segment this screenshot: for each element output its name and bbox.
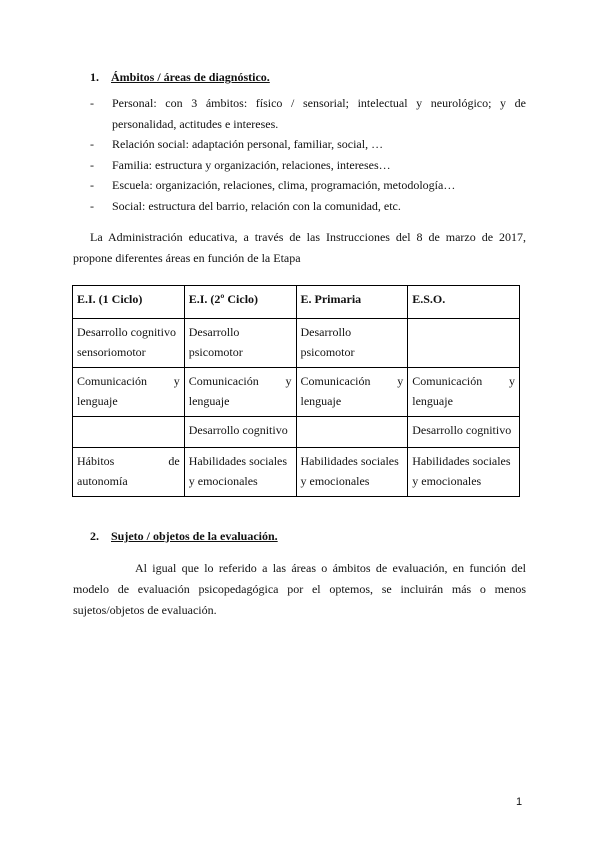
list-item: - Social: estructura del barrio, relación con la comunidad, etc.	[90, 196, 526, 217]
table-cell: Desarrollo cognitivo sensoriomotor	[73, 319, 185, 368]
section-1-number: 1.	[90, 70, 99, 84]
table-cell: Comunicación y lenguaje	[296, 368, 408, 417]
section-2-number: 2.	[90, 529, 99, 543]
table-row	[73, 319, 520, 368]
closing-paragraph: Al igual que lo referido a las áreas o ámbitos de evaluación, en función del modelo de evaluación psicopedagógica por el optemos, se incluirán más o menos sujetos/objetos de evaluación.	[73, 561, 526, 617]
areas-table	[72, 285, 520, 497]
list-item: - Relación social: adaptación personal, familiar, social, …	[90, 134, 526, 155]
table-cell: Comunicación y lenguaje	[73, 368, 185, 417]
table-cell: Comunicación y lenguaje	[184, 368, 296, 417]
table-row	[73, 417, 520, 448]
page-number: 1	[516, 796, 523, 808]
table-cell: Comunicación y lenguaje	[408, 368, 520, 417]
intro-paragraph: La Administración educativa, a través de las Instrucciones del 8 de marzo de 2017, propone diferentes áreas en función de la Etapa	[73, 230, 526, 265]
table-row	[73, 368, 520, 417]
table-cell: Desarrollo cognitivo	[408, 417, 520, 448]
table-cell: Habilidades sociales y emocionales	[296, 448, 408, 497]
section-2-title: Sujeto / objetos de la evaluación.	[111, 529, 278, 543]
table-row	[73, 448, 520, 497]
table-cell	[73, 417, 185, 448]
table-cell: Desarrollo psicomotor	[184, 319, 296, 368]
section-2-heading	[90, 529, 278, 544]
header-ei-2: E.I. (2º Ciclo)	[184, 286, 296, 319]
table-cell: Habilidades sociales y emocionales	[184, 448, 296, 497]
section-1-heading	[90, 70, 270, 85]
header-ei-1: E.I. (1 Ciclo)	[73, 286, 185, 319]
header-eso: E.S.O.	[408, 286, 520, 319]
table-cell: Habilidades sociales y emocionales	[408, 448, 520, 497]
section-1-title: Ámbitos / áreas de diagnóstico.	[111, 70, 270, 84]
list-item: - Familia: estructura y organización, relaciones, intereses…	[90, 155, 526, 176]
table-cell	[408, 319, 520, 368]
table-cell: Desarrollo psicomotor	[296, 319, 408, 368]
list-item: - Personal: con 3 ámbitos: físico / sensorial; intelectual y neurológico; y de personalidad, actitudes e intereses.	[90, 93, 526, 134]
header-primaria: E. Primaria	[296, 286, 408, 319]
table-cell: Hábitos de autonomía	[73, 448, 185, 497]
table-header-row	[73, 286, 520, 319]
list-item: - Escuela: organización, relaciones, clima, programación, metodología…	[90, 175, 526, 196]
diagnostic-areas-list	[90, 93, 526, 216]
table-cell: Desarrollo cognitivo	[184, 417, 296, 448]
table-cell	[296, 417, 408, 448]
